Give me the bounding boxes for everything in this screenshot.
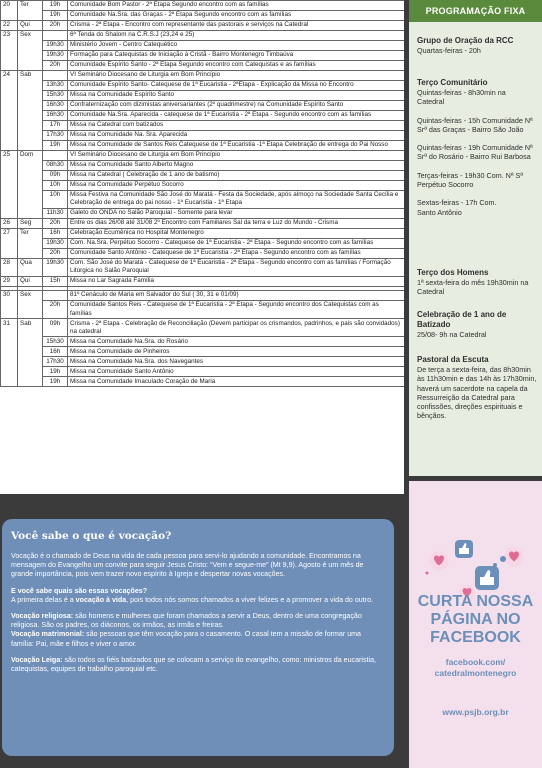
rcc-entry xyxy=(417,36,541,55)
event-description: VI Seminário Diocesano de Liturgia em Bom Princípio xyxy=(68,70,405,80)
table-row xyxy=(1,208,405,218)
event-time: 16h xyxy=(43,228,68,238)
table-row xyxy=(1,70,405,80)
escuta-entry xyxy=(417,355,541,421)
table-row xyxy=(1,30,405,40)
event-description: Comunidade Bom Pastor - 2ª Etapa Segundo encontro com as famílias xyxy=(68,1,405,11)
event-description: Missa na Comunidade Na.Sra. dos Navegantes xyxy=(68,357,405,367)
event-time: 17h30 xyxy=(43,130,68,140)
event-description: Missa na Comunidade de Santos Reis Catequese de 1ª Eucaristia -1ª Etapa Celebração de entrega do Pai Nosso xyxy=(68,140,405,150)
table-row xyxy=(1,110,405,120)
event-time: 09h xyxy=(43,170,68,180)
event-description: Missa na Comunidade Santo Alberto Magno xyxy=(68,160,405,170)
table-row xyxy=(1,277,405,287)
event-time: 10h xyxy=(43,180,68,190)
escuta-text: De terça a sexta-feira, das 8h30min às 11h30min e das 14h às 17h30min, haverá um sacerdote na capela da Ressurreição da Catedral para confissões, direções espirituais e bênçãos. xyxy=(417,365,537,421)
event-time xyxy=(43,150,68,160)
day-number: 22 xyxy=(1,20,18,30)
event-time: 16h30 xyxy=(43,110,68,120)
terco-text-2: Quintas-feiras - 15h Comunidade Nª Srª das Graças - Bairro São João xyxy=(417,115,533,134)
event-description: Com. São José do Maratá - Catequese de 1ª Eucaristia - 2ª Etapa - Segundo encontro com as famílias / Formação Litúrgica no Salão Paroquial xyxy=(68,258,405,276)
event-description: Missa na Comunidade de Pinheiros xyxy=(68,347,405,357)
weekday: Qua xyxy=(18,258,43,276)
table-row xyxy=(1,40,405,50)
homens-title: Terço dos Homens xyxy=(417,268,489,277)
weekday: Sex xyxy=(18,30,43,70)
rcc-title: Grupo de Oração da RCC xyxy=(417,36,514,45)
event-time: 19h30 xyxy=(43,50,68,60)
vocacao-leiga-label: Vocação Leiga: xyxy=(11,655,63,664)
event-time xyxy=(43,70,68,80)
event-description: VI Seminário Diocesano de Liturgia em Bom Princípio xyxy=(68,150,405,160)
event-time: 16h30 xyxy=(43,100,68,110)
event-time: 15h xyxy=(43,277,68,287)
table-row xyxy=(1,248,405,258)
event-time: 15h30 xyxy=(43,337,68,347)
event-time: 08h30 xyxy=(43,160,68,170)
event-description: Comunidade Santo Antônio - Catequese de 1ª Eucaristia - 2ª Etapa - Segundo encontro com as famílias xyxy=(68,248,405,258)
vocacao-title: Você sabe o que é vocação? xyxy=(11,530,172,542)
event-time: 11h30 xyxy=(43,208,68,218)
facebook-cta xyxy=(409,593,542,647)
event-time: 17h xyxy=(43,120,68,130)
vocacao-vida-post: , pois todos nós somos chamados a viver felizes e a promover a vida do outro. xyxy=(126,595,373,604)
event-time: 20h xyxy=(43,300,68,318)
event-description: Missa na Comunidade Perpétuo Socorro xyxy=(68,180,405,190)
dot-decoration xyxy=(426,572,429,575)
batizado-title: Celebração de 1 ano de Batizado xyxy=(417,310,507,329)
batizado-entry xyxy=(417,310,541,339)
table-row xyxy=(1,20,405,30)
table-row xyxy=(1,1,405,11)
event-time: 19h xyxy=(43,377,68,387)
event-time: 19h xyxy=(43,10,68,20)
facebook-promo xyxy=(409,481,542,768)
agenda-body xyxy=(1,1,405,387)
thumbs-up-icon xyxy=(455,540,473,558)
vocacao-religiosa-text: são homens e mulheres que foram chamados a servir a Deus, dentro de uma congregação religiosa. São os padres, os diáconos, os irmãos, as irmãs e freiras. xyxy=(11,612,362,630)
dot-decoration xyxy=(493,563,497,567)
rcc-text: Quartas-feiras - 20h xyxy=(417,46,481,55)
weekday: Ter xyxy=(18,1,43,21)
event-time: 20h xyxy=(43,20,68,30)
event-time: 19h xyxy=(43,1,68,11)
vocacao-question-paragraph xyxy=(11,587,385,605)
event-time: 20h xyxy=(43,60,68,70)
site-link[interactable]: www.psjb.org.br xyxy=(442,707,509,717)
weekday: Qui xyxy=(18,277,43,287)
agenda-table xyxy=(0,0,404,494)
event-description: Comunidade Santos Reis - Catequese de 1ª Eucaristia - 2ª Etapa - Segundo encontro dos Catequistas com as famílias xyxy=(68,300,405,318)
table-row xyxy=(1,120,405,130)
weekday: Sab xyxy=(18,319,43,387)
terco-text-4: Terças-feiras - 19h30 Com. Nª Sª Perpétuo Socorro xyxy=(417,170,523,190)
event-description: Crisma - 2ª Etapa - Encontro com representante das pastorais e serviços na Catedral xyxy=(68,20,405,30)
weekday: Qui xyxy=(18,20,43,30)
terco-text-1: Quintas-feiras - 8h30min na Catedral xyxy=(417,88,506,107)
homens-entry xyxy=(417,268,541,297)
table-row xyxy=(1,170,405,180)
terco-text-3: Quintas-feiras - 19h Comunidade Nª Srª do Rosário - Bairro Rui Barbosa xyxy=(417,143,533,162)
event-description: Galeto do ONDA no Salão Paroquial - Somente para levar xyxy=(68,208,405,218)
event-time xyxy=(43,290,68,300)
event-description: Formação para Catequistas de Iniciação à Cristã - Bairro Montenegro Timbaúva xyxy=(68,50,405,60)
table-row xyxy=(1,367,405,377)
table-row xyxy=(1,50,405,60)
event-description: Celebração Ecumênica no Hospital Montenegro xyxy=(68,228,405,238)
vocacao-article xyxy=(2,519,394,756)
table-row xyxy=(1,238,405,248)
event-description: Missa na Catedral ( Celebração de 1 ano de batismo) xyxy=(68,170,405,180)
vocacao-question: E você sabe quais são essas vocações? xyxy=(11,586,148,595)
vocacao-leiga-paragraph xyxy=(11,656,385,674)
vocacao-religiosa-paragraph xyxy=(11,612,385,630)
table-row xyxy=(1,300,405,318)
terco-text-5: Sextas-feiras - 17h Com. Santo Antônio xyxy=(417,198,497,217)
event-description: Missa na Comunidade Imaculado Coração de Maria xyxy=(68,377,405,387)
table-row xyxy=(1,150,405,160)
event-time: 19h xyxy=(43,140,68,150)
vocacao-leiga-text: são todos os fiéis batizados que se colocam a serviço do evangelho, como: ministros da eucaristia, catequistas, equipes de trabalho paroquial etc. xyxy=(11,655,376,674)
table-row xyxy=(1,218,405,228)
day-number: 30 xyxy=(1,290,18,318)
event-time: 10h xyxy=(43,190,68,208)
vocacao-matrimonial-label: Vocação matrimonial: xyxy=(11,630,85,639)
vocacao-vida-bold: vocação à vida xyxy=(75,595,127,604)
vocacao-intro: Vocação é o chamado de Deus na vida de cada pessoa para servi-lo ajudando a comunidade. Encontramos na mensagem do Evangelho um convite para seguir Jesus Cristo: “Vem e segue-me” (Mt 9,9). Agosto é um mês de grande importância, pois vem trazer novo espírito à Igreja e despertar novas vocações. xyxy=(11,552,364,579)
event-description: Confraternização com dizimistas aniversariantes (2º quadrimestre) na Comunidade Espírito Santo xyxy=(68,100,405,110)
table-row xyxy=(1,60,405,70)
facebook-link-line-2[interactable]: catedralmontenegro xyxy=(434,668,517,678)
event-description: 81º Cenáculo de Maria em Salvador do Sul ( 30, 31 e 01/09) xyxy=(68,290,405,300)
weekday: Dom xyxy=(18,150,43,218)
weekday: Ter xyxy=(18,228,43,258)
table-row xyxy=(1,228,405,238)
event-time: 13h30 xyxy=(43,80,68,90)
heart-icon xyxy=(504,547,524,567)
event-description: Missa na Comunidade Na. Sra. Aparecida xyxy=(68,130,405,140)
table-row xyxy=(1,100,405,110)
event-time: 19h30 xyxy=(43,238,68,248)
event-description: Missa na Comunidade Espírito Santo xyxy=(68,90,405,100)
weekday: Sex xyxy=(18,290,43,318)
event-time: 16h xyxy=(43,347,68,357)
vocacao-religiosa-label: Vocação religiosa: xyxy=(11,612,74,621)
table-row xyxy=(1,90,405,100)
event-time: 19h30 xyxy=(43,258,68,276)
terco-entry xyxy=(417,78,541,217)
heart-icon xyxy=(429,551,449,571)
event-description: Comunidade Espírito Santo- Catequese de 1ª Eucaristia - 2ªEtapa - Explicação da Missa no Encontro xyxy=(68,80,405,90)
event-description: Comunidade Na.Sra. Aparecida - catequese de 1ª Eucaristia - 2ª Etapa - Segundo encontro com as famílias xyxy=(68,110,405,120)
event-description: Missa no Lar Sagrada Família xyxy=(68,277,405,287)
terco-title: Terço Comunitário xyxy=(417,78,488,87)
table-row xyxy=(1,140,405,150)
event-description: Com. Na.Sra. Perpétuo Socorro - Catequese de 1ª Eucaristia - 2ª Etapa - Segundo encontro com as famílias xyxy=(68,238,405,248)
batizado-text: 25/08- 9h na Catedral xyxy=(417,330,487,339)
homens-text: 1ª sexta-feira do mês 19h30min na Catedral xyxy=(417,278,529,297)
day-number: 27 xyxy=(1,228,18,258)
table-row xyxy=(1,347,405,357)
day-number: 24 xyxy=(1,70,18,150)
weekday: Sab xyxy=(18,70,43,150)
event-time: 19h xyxy=(43,367,68,377)
event-time: 20h xyxy=(43,218,68,228)
table-row xyxy=(1,319,405,337)
event-time: 15h30 xyxy=(43,90,68,100)
table-row xyxy=(1,357,405,367)
event-time: 17h30 xyxy=(43,357,68,367)
day-number: 31 xyxy=(1,319,18,387)
event-time: 19h30 xyxy=(43,40,68,50)
cta-line-3: FACEBOOK xyxy=(430,629,521,646)
table-row xyxy=(1,130,405,140)
programacao-fixa-panel xyxy=(409,0,542,476)
event-description: Comunidade Na.Sra. das Graças - 2ª Etapa Segundo encontro com as famílias xyxy=(68,10,405,20)
table-row xyxy=(1,258,405,276)
day-number: 26 xyxy=(1,218,18,228)
event-description: Missa na Comunidade Na.Sra. do Rosário xyxy=(68,337,405,347)
weekday: Seg xyxy=(18,218,43,228)
table-row xyxy=(1,377,405,387)
table-row xyxy=(1,80,405,90)
event-description: Comunidade Espírito Santo - 2ª Etapa Segundo encontro com Catequistas e as famílias xyxy=(68,60,405,70)
table-row xyxy=(1,290,405,300)
programacao-title: PROGRAMAÇÃO FIXA xyxy=(409,0,542,22)
day-number: 29 xyxy=(1,277,18,287)
vocacao-matrimonial-text: são pessoas que têm vocação para o casamento. O casal tem a missão de formar uma família: Pai, mãe e filhos e viver o amor. xyxy=(11,630,361,648)
event-description: Crisma - 2ª Etapa - Celebração de Reconciliação (Devem participar os crismandos, padrinhos, e pais são convidados) na catedral xyxy=(68,319,405,337)
event-description: Missa na Catedral com batizados xyxy=(68,120,405,130)
event-description: Ministério Jovem - Centro Catequético xyxy=(68,40,405,50)
event-description: Entre os dias 26/08 até 31/08 2º Encontro com Familiares Sal da terra e Luz do Mundo - Crisma xyxy=(68,218,405,228)
site-link-wrap xyxy=(409,702,542,720)
cta-line-1: CURTA NOSSA xyxy=(417,593,534,610)
table-row xyxy=(1,190,405,208)
event-time xyxy=(43,30,68,40)
event-time: 20h xyxy=(43,248,68,258)
event-description: Missa Festiva na Comunidade São José do Maratá - Festa da Sociedade, após almoço na Sociedade Santa Cecília e Celebração de entrega do pai nosso - 1ª Eucaristia - 1ª Etapa xyxy=(68,190,405,208)
event-description: Missa na Comunidade Santo Antônio xyxy=(68,367,405,377)
day-number: 25 xyxy=(1,150,18,218)
facebook-link-line-1[interactable]: facebook.com/ xyxy=(445,657,506,667)
vocacao-matrimonial-paragraph xyxy=(11,630,385,648)
dot-decoration xyxy=(500,556,506,562)
escuta-title: Pastoral da Escuta xyxy=(417,355,489,364)
table-row xyxy=(1,337,405,347)
day-number: 20 xyxy=(1,1,18,21)
table-row xyxy=(1,180,405,190)
vocacao-vida-pre: A primeira delas é a xyxy=(11,595,76,604)
cta-line-2: PÁGINA NO xyxy=(430,611,521,628)
event-description: 6ª Tenda do Shalom na C.R.S.J (23,24 e 25) xyxy=(68,30,405,40)
thumbs-up-icon xyxy=(475,566,499,590)
day-number: 28 xyxy=(1,258,18,276)
day-number: 23 xyxy=(1,30,18,70)
facebook-link[interactable] xyxy=(409,657,542,679)
table-row xyxy=(1,160,405,170)
event-time: 09h xyxy=(43,319,68,337)
table-row xyxy=(1,10,405,20)
